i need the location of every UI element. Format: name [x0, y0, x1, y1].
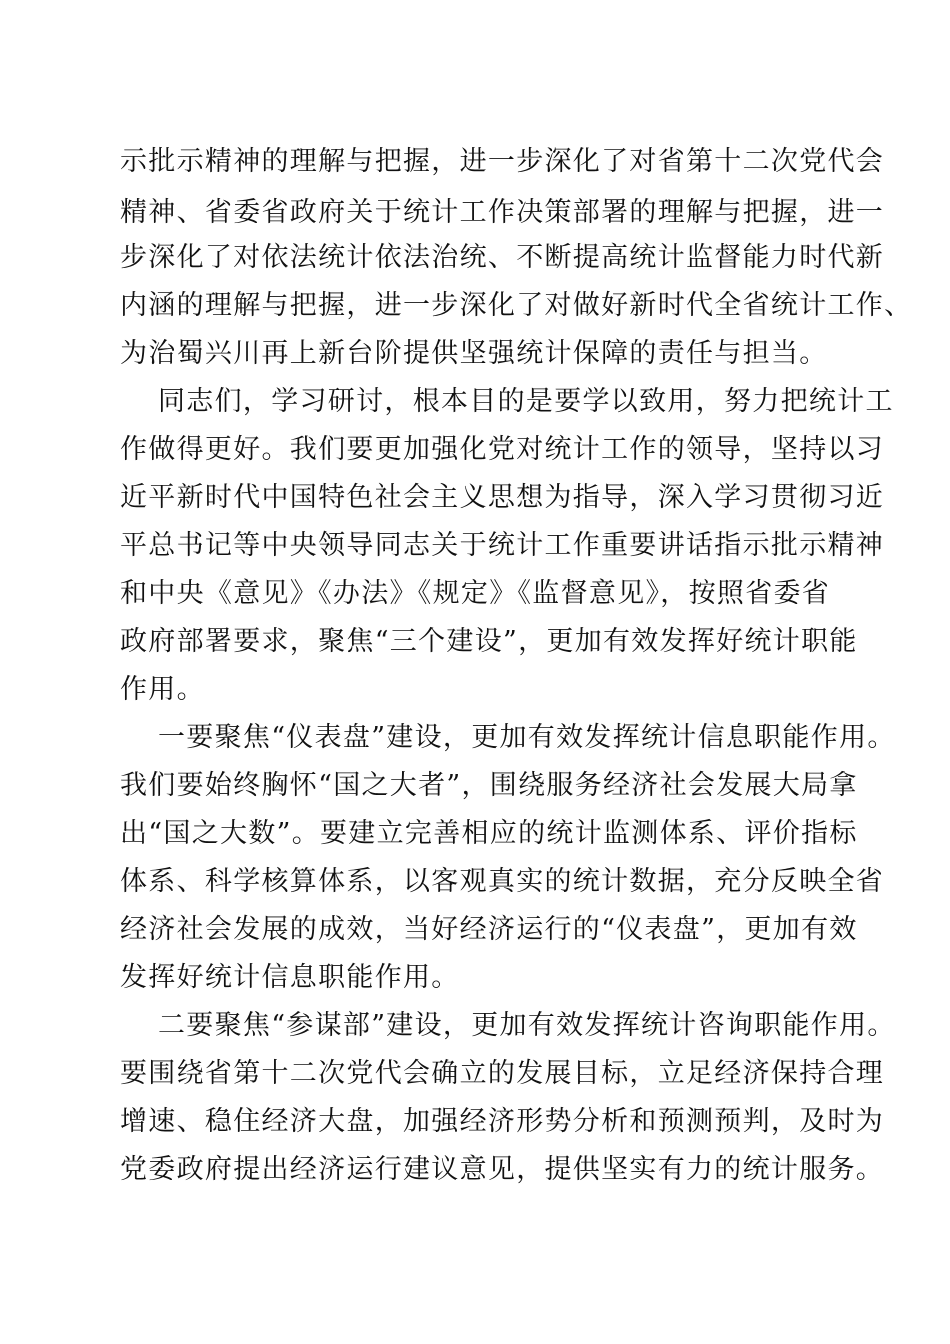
- paragraph-3-line-4: 体系、科学核算体系，以客观真实的统计数据，充分反映全省: [120, 866, 885, 897]
- paragraph-2-line-2: 作做得更好。我们要更加强化党对统计工作的领导，坚持以习: [120, 434, 885, 465]
- paragraph-4-line-4: 党委政府提出经济运行建议意见，提供坚实有力的统计服务。: [120, 1154, 885, 1185]
- paragraph-3-line-1: 一要聚焦“仪表盘”建设，更加有效发挥统计信息职能作用。: [158, 722, 896, 753]
- paragraph-1-line-2: 精神、省委省政府关于统计工作决策部署的理解与把握，进一: [120, 197, 885, 228]
- paragraph-2-line-4: 平总书记等中央领导同志关于统计工作重要讲话指示批示精神: [120, 530, 885, 561]
- paragraph-4-line-1: 二要聚焦“参谋部”建设，更加有效发挥统计咨询职能作用。: [158, 1010, 896, 1041]
- paragraph-4-line-3: 增速、稳住经济大盘，加强经济形势分析和预测预判，及时为: [120, 1106, 885, 1137]
- paragraph-1-line-3: 步深化了对依法统计依法治统、不断提高统计监督能力时代新: [120, 242, 885, 273]
- paragraph-3-line-5: 经济社会发展的成效，当好经济运行的“仪表盘”，更加有效: [120, 914, 858, 945]
- paragraph-2-line-7: 作用。: [120, 674, 205, 705]
- paragraph-4-line-2: 要围绕省第十二次党代会确立的发展目标，立足经济保持合理: [120, 1058, 885, 1089]
- paragraph-3-line-6: 发挥好统计信息职能作用。: [120, 962, 460, 993]
- paragraph-2-line-5: 和中央《意见》《办法》《规定》《监督意见》，按照省委省: [120, 578, 831, 609]
- paragraph-1-line-1: 示批示精神的理解与把握，进一步深化了对省第十二次党代会: [120, 146, 885, 177]
- paragraph-1-line-4: 内涵的理解与把握，进一步深化了对做好新时代全省统计工作、: [120, 290, 913, 321]
- paragraph-1-line-5: 为治蜀兴川再上新台阶提供坚强统计保障的责任与担当。: [120, 338, 828, 369]
- paragraph-3-line-3: 出“国之大数”。要建立完善相应的统计监测体系、评价指标: [120, 818, 858, 849]
- paragraph-3-line-2: 我们要始终胸怀“国之大者”，围绕服务经济社会发展大局拿: [120, 770, 858, 801]
- paragraph-2-line-3: 近平新时代中国特色社会主义思想为指导，深入学习贯彻习近: [120, 482, 885, 513]
- paragraph-2-line-1: 同志们，学习研讨，根本目的是要学以致用，努力把统计工: [158, 386, 894, 417]
- paragraph-2-line-6: 政府部署要求，聚焦“三个建设”，更加有效发挥好统计职能: [120, 626, 858, 657]
